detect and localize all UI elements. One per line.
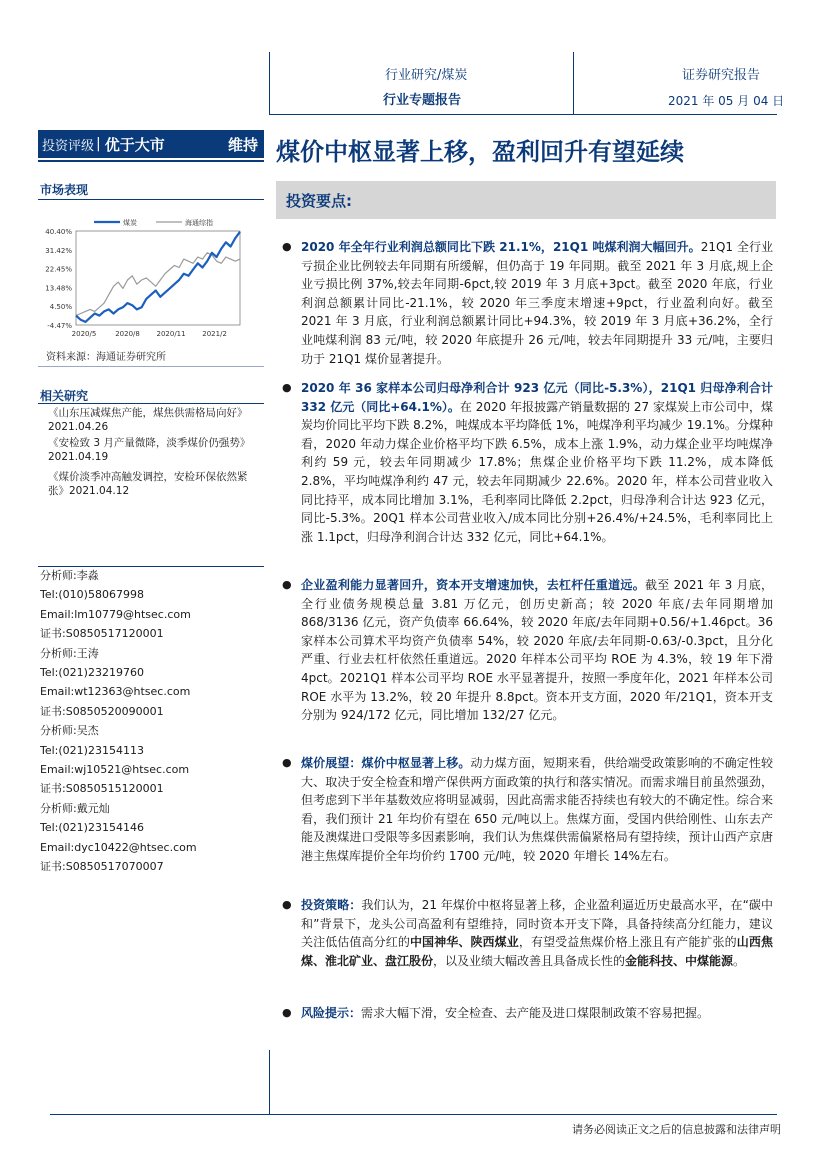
analyst-email[interactable]: Email:wt12363@htsec.com <box>40 685 191 699</box>
bullet-icon: ● <box>282 240 292 253</box>
bullet-icon: ● <box>282 381 292 394</box>
keypoint-heading: 企业盈利能力显著回升，资本开支增速加快，去杠杆任重道远。 <box>301 578 645 592</box>
x-tick-label: 2020/11 <box>156 330 186 338</box>
related-item[interactable] <box>48 470 256 498</box>
recommended-stocks: 金能科技、中煤能源 <box>625 953 734 968</box>
market-source-rule <box>38 366 264 367</box>
keypoint-heading: 煤价展望：煤价中枢显著上移。 <box>301 756 471 770</box>
related-item[interactable] <box>48 436 256 464</box>
related-section-title: 相关研究 <box>40 389 89 403</box>
keypoint-body: 动力煤方面，短期来看，供给端受政策影响的不确定性较大、取决于安全检查和增产保供两方面政策的执行和落实情况。而需求端目前虽然强劲，但考虑到下半年基数效应将明显减弱，因此高需求能否持续也有较大的不确定性。综合来看，我们预计 21 年均价有望在 650 元/吨以上。焦煤方面，受国内供给刚性、山东去产能及澳煤进口受限等多因素影响，我们认为焦煤供需偏紧格局有望持续，预计山西产京唐港主焦煤库提价全年均价约 1700 元/吨，较 2020 年增长 14%左右。 <box>301 756 773 863</box>
bullet-icon: ● <box>282 1006 292 1019</box>
keypoint-body: 。 <box>733 953 746 968</box>
keypoint-body: ，有望受益焦煤价格上涨且有产能扩张的 <box>518 935 737 950</box>
y-tick-label: 4.50% <box>49 303 72 312</box>
keypoint-heading: 风险提示： <box>301 1006 362 1020</box>
analyst-tel: Tel:(021)23154146 <box>40 821 144 835</box>
related-item-title: 《煤价淡季冲高触发调控，安检环保依然紧张》 <box>48 471 248 497</box>
related-item[interactable] <box>48 406 256 434</box>
analyst-tel: Tel:(010)58067998 <box>40 588 144 602</box>
analyst-email[interactable]: Email:wj10521@htsec.com <box>40 763 190 777</box>
analyst-email[interactable]: Email:lm10779@htsec.com <box>40 607 191 621</box>
legend-label: 煤炭 <box>123 219 137 227</box>
analyst-tel: Tel:(021)23219760 <box>40 666 144 680</box>
report-title: 煤价中枢显著上移，盈利回升有望延续 <box>276 138 684 166</box>
keypoint-bullet <box>278 1004 773 1023</box>
rating-underline <box>38 160 264 162</box>
bullet-icon: ● <box>282 578 292 591</box>
header-category: 行业研究/煤炭 <box>385 68 468 83</box>
y-tick-label: -4.47% <box>47 322 72 330</box>
rating-separator: | <box>96 136 101 152</box>
footer-disclaimer: 请务必阅读正文之后的信息披露和法律声明 <box>572 1123 781 1136</box>
keypoint-bullet <box>278 754 773 866</box>
related-item-title: 《山东压减煤焦产能，煤焦供需格局向好》 <box>48 407 248 419</box>
analyst-block <box>40 566 197 877</box>
series-line <box>76 232 240 322</box>
footer-rule <box>50 1114 777 1115</box>
keypoint-bullet <box>278 238 773 368</box>
market-source: 资料来源：海通证券研究所 <box>46 352 166 363</box>
keypoint-body: 在 2020 年报披露产销量数据的 27 家煤炭上市公司中，煤炭均价同比平均下跌 8.2%，吨煤成本平均降低 1%，吨煤净利平均减少 19.1%。分煤种看，2020 年动力煤企业价格平均下跌 6.5%，成本上涨 1.9%，动力煤企业平均吨煤净利约 59 元，较去年同期减少 17.8%；焦煤企业价格平均下跌 11.2%，成本降低 2.8%，平均吨煤净利约 47 元，较去年同期减少 22.6%。2020 年，样本公司营业收入同比持平，成本同比增加 3.1%，毛利率同比降低 2.2pct，归母净利合计达 923 亿元，同比-5.3%。20Q1 样本公司营业收入/成本同比分别+26.4%/+24.5%，毛利率同比上涨 1.1pct，归母净利润合计达 332 亿元，同比+64.1%。 <box>301 399 773 544</box>
analyst-cert: 证书:S0850515120001 <box>40 782 164 796</box>
keypoint-heading: 2020 年 36 家样本公司归母净利合计 923 亿元（同比-5.3%），21Q1 归母净利合计 332 亿元（同比+64.1%）。 <box>301 381 773 414</box>
header-rule <box>269 114 777 115</box>
keypoints-title: 投资要点: <box>286 192 352 210</box>
analyst-cert: 证书:S0850517120001 <box>40 627 164 641</box>
legend-label: 海通综指 <box>185 219 213 227</box>
market-section-title: 市场表现 <box>40 183 89 197</box>
analyst-name: 分析师:王涛 <box>40 646 99 660</box>
rating-bar <box>38 130 264 158</box>
keypoint-body: 21Q1 全行业亏损企业比例较去年同期有所缓解，但仍高于 19 年同期。截至 2021 年 3 月底,规上企业亏损比例 37%,较去年同期-6pct,较 2019 年 3 月底+3pct。截至 2020 年底，行业利润总额累计同比-21.1%，较 2020 年三季度末增速+9pct，行业盈利向好。截至 2021 年 3 月底，行业利润总额累计同比+94.3%，较 2019 年 3 月底+36.2%，全行业吨煤利润 83 元/吨，较 2020 年底提升 26 元/吨，较去年同期提升 33 元/吨，主要归功于 21Q1 煤价显著提升。 <box>301 240 773 366</box>
header-date: 2021 年 05 月 04 日 <box>668 94 785 108</box>
analyst-name: 分析师:戴元灿 <box>40 801 110 815</box>
keypoint-body: ，以及业绩大幅改善且具备成长性的 <box>433 953 626 968</box>
bullet-icon: ● <box>282 898 292 911</box>
keypoint-body: 需求大幅下滑，安全检查、去产能及进口煤限制政策不容易把握。 <box>361 1006 710 1020</box>
y-tick-label: 40.40% <box>45 228 72 236</box>
keypoint-body: 我们认为，21 年煤价中枢将显著上移，企业盈利逼近历史最高水平，在“碳中和”背景下，龙头公司高盈利有望维持，同时资本开支下降，具备持续高分红能力，建议关注低估值高分红的 <box>301 898 773 950</box>
y-tick-label: 13.48% <box>45 284 72 293</box>
rating-action: 维持 <box>227 135 258 154</box>
series-line <box>76 253 240 316</box>
keypoint-bullet <box>278 576 773 725</box>
x-tick-label: 2021/2 <box>202 330 227 338</box>
analyst-tel: Tel:(021)23154113 <box>40 743 144 757</box>
related-item-date: 2021.04.12 <box>69 485 130 497</box>
keypoint-heading: 2020 年全年行业利润总额同比下跌 21.1%，21Q1 吨煤利润大幅回升。 <box>301 240 701 254</box>
x-tick-label: 2020/8 <box>115 330 140 338</box>
header-report-type: 行业专题报告 <box>383 93 462 108</box>
rating-label: 投资评级 <box>42 138 95 154</box>
y-tick-label: 22.45% <box>45 265 72 274</box>
market-chart <box>40 207 262 345</box>
analyst-cert: 证书:S0850520090001 <box>40 704 164 718</box>
plot-frame <box>76 231 240 325</box>
bullet-icon: ● <box>282 756 292 769</box>
keypoint-body: 截至 2021 年 3 月底，全行业债务规模总量 3.81 万亿元，创历史新高；较 2020 年底/去年同期增加 868/3136 亿元，资产负债率 66.64%，较 2020 年底/去年同期+0.56/+1.46pct。36 家样本公司算术平均资产负债率 54%，较 2020 年底/去年同期-0.63/-0.3pct，且分化严重、行业去杠杆依然任重道远。2020 年样本公司平均 ROE 为 4.3%，较 19 年下滑 4pct。2021Q1 样本公司平均 ROE 水平显著提升，按照一季度年化，2021 年样本公司 ROE 水平为 13.2%，较 20 年提升 8.8pct。资本开支方面，2020 年/21Q1，资本开支分别为 924/172 亿元，同比增加 132/27 亿元。 <box>301 578 773 723</box>
analyst-name: 分析师:李淼 <box>40 569 99 582</box>
market-section-rule <box>38 199 264 200</box>
footer-divider <box>269 1050 270 1114</box>
header-doc-type: 证券研究报告 <box>682 68 761 83</box>
header-divider-right <box>573 52 574 114</box>
related-item-title: 《安检致 3 月产量微降，淡季煤价仍强势》 <box>48 437 251 449</box>
keypoint-bullet <box>278 379 773 546</box>
y-tick-label: 31.42% <box>45 246 72 255</box>
header-divider-left <box>269 52 270 114</box>
x-tick-label: 2020/5 <box>71 330 97 338</box>
analyst-cert: 证书:S0850517070007 <box>40 860 164 874</box>
keypoints-header <box>276 181 776 219</box>
related-item-date: 2021.04.26 <box>48 421 109 433</box>
analyst-email[interactable]: Email:dyc10422@htsec.com <box>40 840 197 854</box>
rating-value: 优于大市 <box>104 135 165 154</box>
related-item-date: 2021.04.19 <box>48 451 109 463</box>
related-section-rule <box>38 403 264 404</box>
keypoint-bullet <box>278 896 773 970</box>
recommended-stocks: 山西焦煤、淮北矿业、盘江股份 <box>301 935 773 968</box>
keypoint-heading: 投资策略： <box>301 898 362 912</box>
analyst-name: 分析师:吴杰 <box>40 724 99 738</box>
recommended-stocks: 中国神华、陕西煤业 <box>409 935 519 950</box>
